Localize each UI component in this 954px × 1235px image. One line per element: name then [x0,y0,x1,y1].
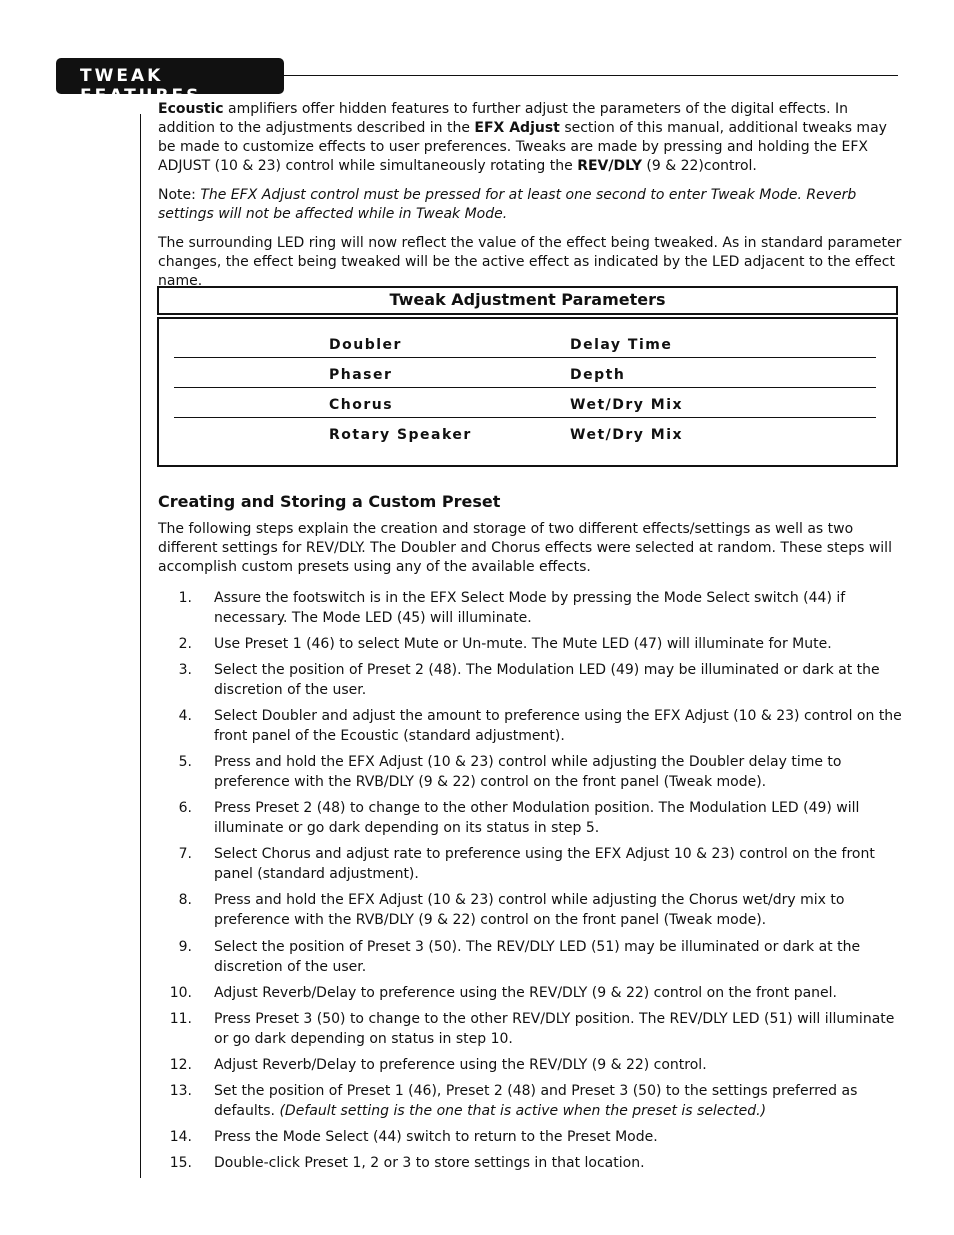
step-text: Press and hold the EFX Adjust (10 & 23) control while adjusting the Chorus wet/dry mix to preference with the RVB/DLY (9 & 22) control on the front panel (Tweak mode). [214,892,845,928]
effect-cell: Doubler [329,337,402,353]
section-intro: The following steps explain the creation and storage of two different effects/settings as well as two different settings for REV/DLY. The Doubler and Chorus effects were selected at random. These steps will accomplish custom presets using any of the available effects. [158,521,892,575]
table-row [174,417,876,447]
note-label: Note: [158,187,201,203]
step-number: 10. [169,985,192,1001]
efx-adjust-term: EFX Adjust [474,120,560,136]
step-text: Press the Mode Select (44) switch to return to the Preset Mode. [214,1129,658,1145]
parameter-cell: Wet/Dry Mix [570,397,684,413]
effect-cell: Chorus [329,397,394,413]
effect-cell: Phaser [329,367,393,383]
step-number: 9. [178,939,192,955]
parameter-cell: Wet/Dry Mix [570,427,684,443]
step-number: 2. [178,636,192,652]
step-text: Double-click Preset 1, 2 or 3 to store settings in that location. [214,1155,645,1171]
step-number: 3. [178,662,192,678]
step-number: 11. [169,1011,192,1027]
parameter-cell: Delay Time [570,337,673,353]
intro-text-1: amplifiers offer hidden features to further adjust the parameters of the digital effects. In addition to the adjustments described in the [158,101,849,136]
step-text: Press Preset 3 (50) to change to the other REV/DLY position. The REV/DLY LED (51) will illuminate or go dark depending on status in step 10. [214,1011,895,1047]
step-number: 13. [169,1083,192,1099]
step-number: 15. [169,1155,192,1171]
parameter-cell: Depth [570,367,626,383]
brand-name: Ecoustic [158,101,224,117]
step-text: Select the position of Preset 3 (50). The REV/DLY LED (51) may be illuminated or dark at the discretion of the user. [214,939,861,975]
step-text: Select Doubler and adjust the amount to preference using the EFX Adjust (10 & 23) control on the front panel of the Ecoustic (standard adjustment). [214,708,902,744]
table-row [174,387,876,418]
step-number: 12. [169,1057,192,1073]
intro-text-3: (9 & 22)control. [641,158,757,174]
step-text: Adjust Reverb/Delay to preference using the REV/DLY (9 & 22) control on the front panel. [214,985,838,1001]
header-rule [284,75,898,76]
step-text: Press Preset 2 (48) to change to the other Modulation position. The Modulation LED (49) will illuminate or go dark depending on its status in step 5. [214,800,860,836]
step-text: Assure the footswitch is in the EFX Select Mode by pressing the Mode Select switch (44) if necessary. The Mode LED (45) will illuminate. [214,590,846,626]
step-number: 8. [178,892,192,908]
effect-cell: Rotary Speaker [329,427,472,443]
note-paragraph [158,186,903,224]
step-text: Use Preset 1 (46) to select Mute or Un-mute. The Mute LED (47) will illuminate for Mute. [214,636,832,652]
step-number: 5. [178,754,192,770]
step-number: 1. [178,590,192,606]
step-text: Press and hold the EFX Adjust (10 & 23) control while adjusting the Doubler delay time to preference with the RVB/DLY (9 & 22) control on the front panel (Tweak mode). [214,754,842,790]
step-text: Select the position of Preset 2 (48). The Modulation LED (49) may be illuminated or dark at the discretion of the user. [214,662,880,698]
rev-dly-term: REV/DLY [577,158,642,174]
step-number: 14. [169,1129,192,1145]
table-row [174,357,876,388]
intro-text-2: section of this manual, additional tweaks may be made to customize effects to user preferences. Tweaks are made by pressing and holding the EFX ADJUST (10 & 23) control while simultaneously rotating the [158,120,887,174]
section-heading: Creating and Storing a Custom Preset [158,492,501,511]
section-header-tab [56,58,284,106]
step-number: 7. [178,846,192,862]
step-text-container [214,1081,904,1121]
table-title: Tweak Adjustment Parameters [389,290,666,309]
step-number: 6. [178,800,192,816]
intro-paragraph [158,100,903,176]
step-number: 4. [178,708,192,724]
step-text: Adjust Reverb/Delay to preference using the REV/DLY (9 & 22) control. [214,1057,707,1073]
led-paragraph: The surrounding LED ring will now reflect the value of the effect being tweaked. As in standard parameter changes, the effect being tweaked will be the active effect as indicated by the LED adjacent to the effect name. [158,235,902,289]
step-text-italic: (Default setting is the one that is active when the preset is selected.) [279,1103,767,1119]
section-header-title: TWEAK FEATURES [80,66,202,106]
parameters-table [157,317,898,467]
left-margin-rule [140,114,141,1178]
step-text: Select Chorus and adjust rate to preference using the EFX Adjust 10 & 23) control on the front panel (standard adjustment). [214,846,875,882]
step-text: Set the position of Preset 1 (46), Preset 2 (48) and Preset 3 (50) to the settings preferred as defaults. [214,1083,858,1119]
table-title-box [157,286,898,315]
table-row [174,327,876,358]
note-text: The EFX Adjust control must be pressed for at least one second to enter Tweak Mode. Reverb settings will not be affected while in Tweak Mode. [158,187,857,222]
